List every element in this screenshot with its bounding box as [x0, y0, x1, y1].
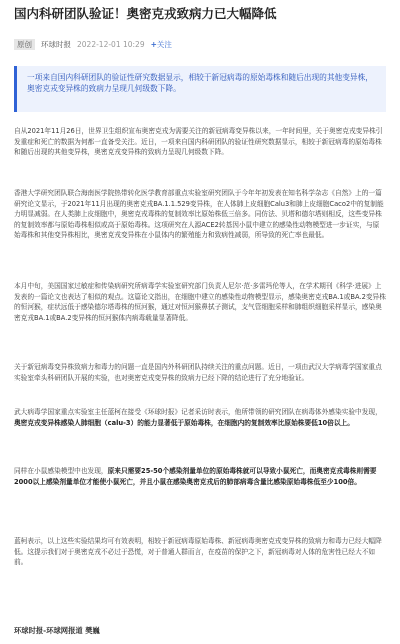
paragraph-4: 关于新冠病毒变异株致病力和毒力的问题一直是国内外科研团队持续关注的重点问题。近日，一项由武汉大学病毒学国家重点实验室牵头科研团队开展的实验，也对奥密克戎变异株的致病力已经下降的结论进行了充分地验证。 [14, 363, 382, 382]
paragraph-3: 本月中旬，美国国家过敏症和传染病研究所病毒学实验室研究部门负责人尼尔·范·多雷玛伦等人，在学术期刊《科学·进展》上发表的一篇论文也表达了相似的观点。这篇论文指出，在细胞中建立的感染性动物模型显示，感染奥密克戎BA.1或BA.2变异株的恒河猴，症状远低于感染德尔塔毒株的恒河猴，通过对恒河猴鼻拭子测试，支气管细胞采样和肺组织细胞采样显示，感染奥密克戎BA.1或BA.2变异株的恒河猴体内病毒载量显著降低。 [14, 282, 386, 322]
paragraph-7: 蓝柯表示，以上这些实验结果均可有效表明，相较于新冠病毒原始毒株、新冠病毒奥密克戎变异株的致病力和毒力已经大幅降低。这提示我们对于奥密克戎不必过于恐慌，对于普通人群而言，在疫苗的保护之下，新冠病毒对人体的危害性已经大不如前。 [14, 537, 382, 567]
paragraph-6-text: 同样在小鼠感染模型中也发现， [14, 467, 108, 475]
article-title: 国内科研团队验证！奥密克戎致病力已大幅降低 [14, 6, 277, 21]
paragraph-5 [14, 407, 386, 428]
paragraph-2: 香港大学研究团队联合海南医学院热带转化医学教育部重点实验室研究团队于今年年初发表在知名科学杂志《自然》上的一篇研究论文显示，于2021年11月出现的奥密克戎BA.1.1.529变异株，在人体肺上皮细胞Calu3和肺上皮细胞Caco2中的复制能力明显减弱。在人类肺上皮细胞中，奥密克戎毒株的复制效率比原始株低三倍多。同仿法、贝塔和德尔塔则相反，这些变异株的复制效率都与原始毒株相似或高于原始毒株。这项研究在人源ACE2转基因小鼠中建立的感染性动物模型进一步证实，与原始毒株和其他变异株相比，奥密克戎变异株在小鼠体内的繁殖能力和致病性减弱，所导致的死亡率也最低。 [14, 189, 384, 240]
source-name[interactable]: 环球时报 [41, 39, 71, 49]
original-badge: 原创 [14, 39, 35, 50]
paragraph-1: 自从2021年11月26日，世界卫生组织宣布奥密克戎为需要关注的新冠病毒变异株以来，一年时间里，关于奥密克戎变异株引发重症和死亡的数据为何都一直备受关注。近日，一项来自国内科研团队的验证性研究数据显示，相较于新冠病毒的原始毒株和随后出现的其他变异株，奥密克戎变异株的致病力呈现几何级数下降。 [14, 127, 383, 157]
article-meta [14, 37, 172, 51]
paragraph-6 [14, 466, 386, 487]
follow-button[interactable] [151, 39, 172, 50]
paragraph-5-bold: 奥密克戎变异株感染人肺细胞（calu-3）的能力显著低于原始毒株，在细胞内的复制效率比原始株要低10倍以上。 [14, 418, 354, 427]
article-footer: 环球时报-环球网报道 樊巍 [14, 626, 100, 635]
publish-datetime: 2022-12-01 10:29 [77, 39, 145, 49]
paragraph-5-text: 武大病毒学国家重点实验室主任蓝柯在接受《环球时报》记者采访时表示，他所带领的研究团队在病毒体外感染实验中发现， [14, 408, 382, 416]
paragraph-6-bold: 原来只需要25-50个感染剂量单位的原始毒株就可以导致小鼠死亡，而奥密克戎毒株则需要2000以上感染剂量单位才能使小鼠死亡，并且小鼠在感染奥密克戎后的肺部病毒含量比感染原始毒株低至少100倍。 [14, 467, 377, 486]
follow-label: 关注 [156, 39, 172, 49]
plus-icon: + [150, 39, 157, 49]
article-summary: 一项来自国内科研团队的验证性研究数据显示，相较于新冠病毒的原始毒株和随后出现的其他变异株，奥密克戎变异株的致病力呈现几何级数下降。 [14, 66, 386, 112]
